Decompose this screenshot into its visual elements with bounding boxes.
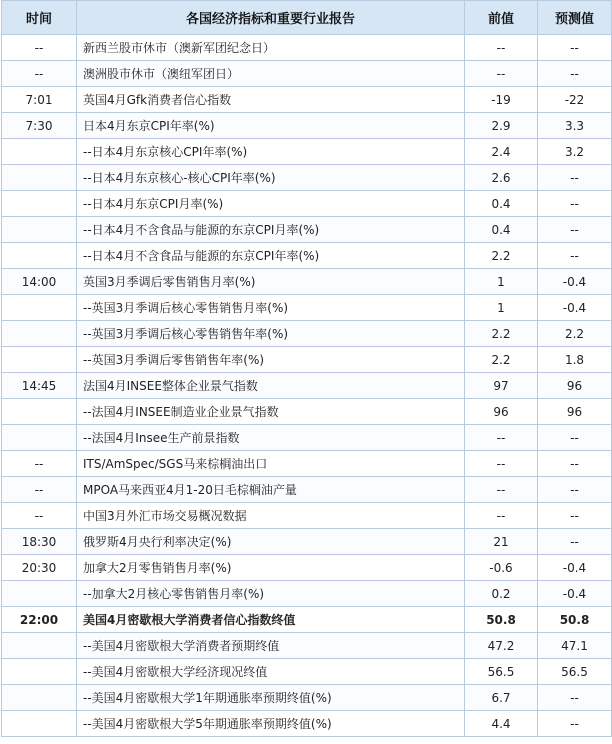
cell-time: --: [2, 451, 77, 477]
cell-previous: 50.8: [465, 607, 538, 633]
table-row: [2, 165, 612, 191]
cell-time: 7:30: [2, 113, 77, 139]
cell-event: --英国3月季调后零售销售年率(%): [77, 347, 465, 373]
cell-forecast: --: [538, 61, 612, 87]
cell-previous: 1: [465, 269, 538, 295]
cell-time: 18:30: [2, 529, 77, 555]
cell-forecast: --: [538, 503, 612, 529]
cell-forecast: 2.2: [538, 321, 612, 347]
cell-event: --法国4月INSEE制造业企业景气指数: [77, 399, 465, 425]
cell-previous: --: [465, 425, 538, 451]
cell-time: --: [2, 477, 77, 503]
cell-forecast: -0.4: [538, 269, 612, 295]
cell-previous: 47.2: [465, 633, 538, 659]
cell-time: --: [2, 503, 77, 529]
cell-previous: 96: [465, 399, 538, 425]
cell-previous: 21: [465, 529, 538, 555]
cell-previous: 1: [465, 295, 538, 321]
table-row: [2, 425, 612, 451]
cell-forecast: --: [538, 477, 612, 503]
cell-forecast: 3.3: [538, 113, 612, 139]
header-time: 时间: [2, 1, 77, 35]
cell-event: --日本4月不含食品与能源的东京CPI月率(%): [77, 217, 465, 243]
cell-previous: 56.5: [465, 659, 538, 685]
cell-time: [2, 347, 77, 373]
cell-time: [2, 711, 77, 737]
cell-event: --英国3月季调后核心零售销售月率(%): [77, 295, 465, 321]
cell-previous: --: [465, 61, 538, 87]
cell-time: 22:00: [2, 607, 77, 633]
cell-previous: 0.4: [465, 191, 538, 217]
cell-event: --日本4月东京核心CPI年率(%): [77, 139, 465, 165]
cell-forecast: --: [538, 165, 612, 191]
table-row: [2, 87, 612, 113]
cell-previous: 2.6: [465, 165, 538, 191]
header-previous: 前值: [465, 1, 538, 35]
cell-event: 日本4月东京CPI年率(%): [77, 113, 465, 139]
cell-time: [2, 659, 77, 685]
table-row: [2, 295, 612, 321]
table-row: [2, 321, 612, 347]
table-row: [2, 633, 612, 659]
cell-forecast: -0.4: [538, 295, 612, 321]
cell-forecast: --: [538, 529, 612, 555]
cell-event: --美国4月密歇根大学经济现况终值: [77, 659, 465, 685]
cell-previous: --: [465, 503, 538, 529]
cell-event: --日本4月东京核心-核心CPI年率(%): [77, 165, 465, 191]
table-body: [2, 35, 612, 737]
cell-event: --日本4月不含食品与能源的东京CPI年率(%): [77, 243, 465, 269]
table-row: [2, 555, 612, 581]
table-row: [2, 451, 612, 477]
cell-event: --美国4月密歇根大学消费者预期终值: [77, 633, 465, 659]
cell-forecast: -0.4: [538, 581, 612, 607]
cell-event: --英国3月季调后核心零售销售年率(%): [77, 321, 465, 347]
table-row: [2, 685, 612, 711]
cell-forecast: --: [538, 217, 612, 243]
cell-forecast: --: [538, 425, 612, 451]
table-row: [2, 607, 612, 633]
cell-time: [2, 425, 77, 451]
cell-time: [2, 685, 77, 711]
cell-forecast: --: [538, 35, 612, 61]
cell-time: [2, 191, 77, 217]
table-row: [2, 529, 612, 555]
cell-forecast: 1.8: [538, 347, 612, 373]
table-row: [2, 113, 612, 139]
cell-previous: 97: [465, 373, 538, 399]
cell-event: 英国3月季调后零售销售月率(%): [77, 269, 465, 295]
cell-previous: --: [465, 35, 538, 61]
cell-previous: 2.2: [465, 243, 538, 269]
cell-event: --法国4月Insee生产前景指数: [77, 425, 465, 451]
cell-event: 加拿大2月零售销售月率(%): [77, 555, 465, 581]
cell-previous: 2.2: [465, 321, 538, 347]
cell-previous: -0.6: [465, 555, 538, 581]
table-row: [2, 373, 612, 399]
cell-event: MPOA马来西亚4月1-20日毛棕榈油产量: [77, 477, 465, 503]
table-header-row: [2, 1, 612, 35]
cell-previous: -19: [465, 87, 538, 113]
table-row: [2, 711, 612, 737]
table-row: [2, 139, 612, 165]
table-row: [2, 269, 612, 295]
cell-previous: --: [465, 451, 538, 477]
cell-time: 7:01: [2, 87, 77, 113]
cell-previous: 0.2: [465, 581, 538, 607]
cell-previous: --: [465, 477, 538, 503]
cell-event: ITS/AmSpec/SGS马来棕榈油出口: [77, 451, 465, 477]
cell-event: --日本4月东京CPI月率(%): [77, 191, 465, 217]
cell-event: --美国4月密歇根大学5年期通胀率预期终值(%): [77, 711, 465, 737]
cell-event: 英国4月Gfk消费者信心指数: [77, 87, 465, 113]
cell-event: --美国4月密歇根大学1年期通胀率预期终值(%): [77, 685, 465, 711]
header-event: 各国经济指标和重要行业报告: [77, 1, 465, 35]
cell-forecast: 96: [538, 373, 612, 399]
economic-calendar-table: [1, 0, 612, 737]
table-row: [2, 191, 612, 217]
table-row: [2, 581, 612, 607]
table-row: [2, 399, 612, 425]
cell-previous: 4.4: [465, 711, 538, 737]
cell-time: --: [2, 35, 77, 61]
table-row: [2, 477, 612, 503]
header-forecast: 预测值: [538, 1, 612, 35]
cell-time: [2, 321, 77, 347]
cell-event: 美国4月密歇根大学消费者信心指数终值: [77, 607, 465, 633]
cell-forecast: 47.1: [538, 633, 612, 659]
cell-time: [2, 633, 77, 659]
cell-event: --加拿大2月核心零售销售月率(%): [77, 581, 465, 607]
table-row: [2, 347, 612, 373]
cell-time: --: [2, 61, 77, 87]
cell-previous: 0.4: [465, 217, 538, 243]
cell-forecast: --: [538, 243, 612, 269]
cell-forecast: 56.5: [538, 659, 612, 685]
cell-time: 14:45: [2, 373, 77, 399]
table-row: [2, 243, 612, 269]
cell-forecast: -0.4: [538, 555, 612, 581]
cell-forecast: --: [538, 191, 612, 217]
cell-forecast: --: [538, 451, 612, 477]
cell-event: 法国4月INSEE整体企业景气指数: [77, 373, 465, 399]
cell-time: [2, 243, 77, 269]
table-row: [2, 659, 612, 685]
cell-forecast: --: [538, 711, 612, 737]
cell-time: [2, 217, 77, 243]
cell-time: [2, 295, 77, 321]
table-row: [2, 217, 612, 243]
cell-forecast: 50.8: [538, 607, 612, 633]
cell-time: 20:30: [2, 555, 77, 581]
cell-previous: 2.2: [465, 347, 538, 373]
cell-forecast: --: [538, 685, 612, 711]
cell-time: [2, 581, 77, 607]
cell-forecast: 3.2: [538, 139, 612, 165]
cell-event: 俄罗斯4月央行利率决定(%): [77, 529, 465, 555]
cell-previous: 2.4: [465, 139, 538, 165]
cell-time: [2, 139, 77, 165]
cell-forecast: 96: [538, 399, 612, 425]
table-row: [2, 503, 612, 529]
cell-time: 14:00: [2, 269, 77, 295]
cell-previous: 6.7: [465, 685, 538, 711]
cell-forecast: -22: [538, 87, 612, 113]
table-row: [2, 61, 612, 87]
cell-event: 新西兰股市休市（澳新军团纪念日）: [77, 35, 465, 61]
cell-previous: 2.9: [465, 113, 538, 139]
cell-event: 澳洲股市休市（澳纽军团日）: [77, 61, 465, 87]
table-row: [2, 35, 612, 61]
cell-time: [2, 165, 77, 191]
cell-event: 中国3月外汇市场交易概况数据: [77, 503, 465, 529]
cell-time: [2, 399, 77, 425]
